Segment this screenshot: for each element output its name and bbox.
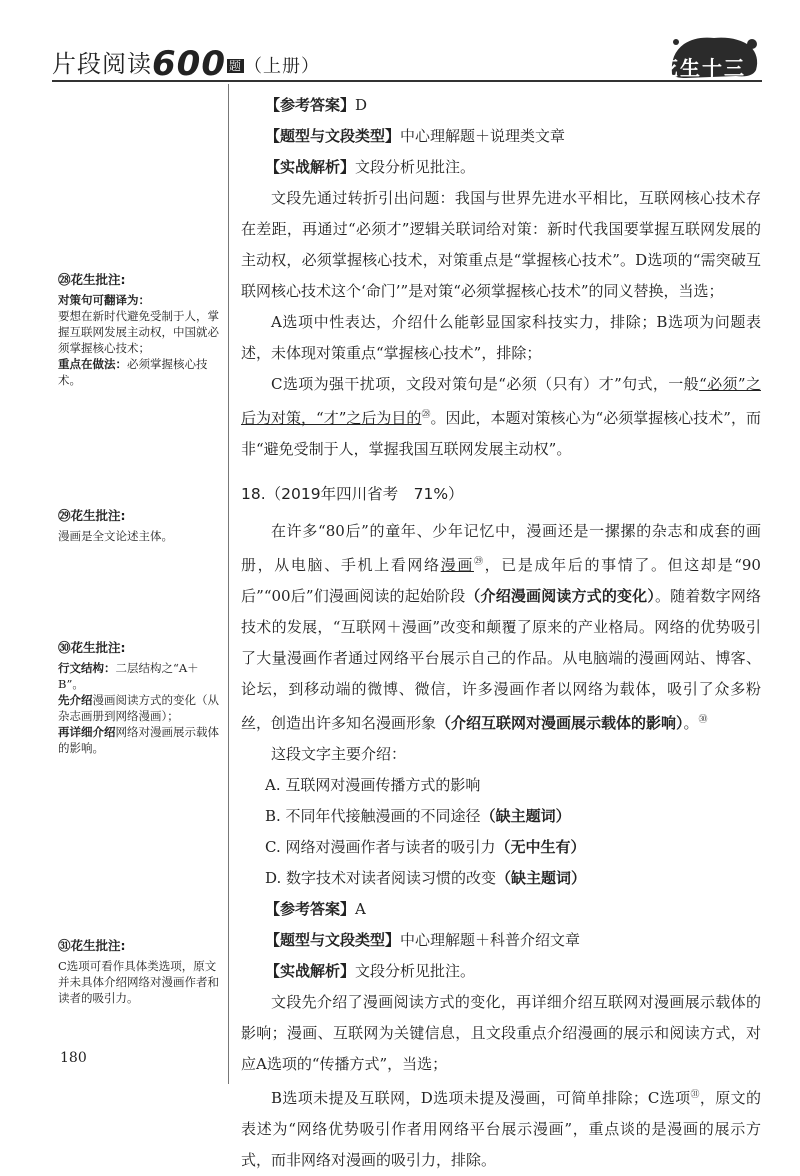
note-ref-31: ㉛	[690, 1090, 700, 1100]
q18-analysis: 【实战解析】文段分析见批注。	[265, 962, 476, 980]
q17-paragraph-3: C选项为强干扰项，文段对策句是“必须（只有）才”句式，一般“必须”之后为对策，“才”之后为目的$^㉘$。因此，本题对策核心为“必须掌握核心技术”，而非“避免受制于人，掌握我国互联网发展主动权”。	[241, 375, 761, 458]
q18-heading: 18.（2019年四川省考 71%）	[241, 485, 464, 503]
page-number: 180	[60, 1050, 87, 1066]
q18-paragraph-2: 文段先介绍了漫画阅读方式的变化，再详细介绍互联网对漫画展示载体的影响；漫画、互联网为关键信息，且文段重点介绍漫画的展示和阅读方式，对应A选项的“传播方式”，当选；	[241, 993, 761, 1073]
q18-type: 【题型与文段类型】中心理解题＋科普介绍文章	[265, 931, 581, 949]
q18-option-b: B. 不同年代接触漫画的不同途径（缺主题词）	[265, 807, 571, 825]
book-title-volume: （上册）	[244, 56, 320, 77]
note-ref-28: ㉘	[421, 410, 431, 420]
q18-option-d: D. 数字技术对读者阅读习惯的改变（缺主题词）	[265, 869, 587, 887]
book-title	[52, 44, 320, 84]
side-note-28: ㉘花生批注: 对策句可翻译为： 要想在新时代避免受制于人，掌握互联网发展主动权，中国就必须掌握核心技术； 重点在做法：必须掌握核心技术。	[58, 272, 219, 387]
q17-paragraph-2: A选项中性表达，介绍什么能彰显国家科技实力，排除；B选项为问题表述，未体现对策重点“掌握核心技术”，排除；	[241, 313, 761, 362]
q18-passage: 在许多“80后”的童年、少年记忆中，漫画还是一摞摞的杂志和成套的画册，从电脑、手机上看网络漫画$^㉙$，已是成年后的事情了。但这却是“90后”“00后”们漫画阅读的起始阶段（介绍漫画阅读方式的变化）。随着数字网络技术的发展，“互联网＋漫画”改变和颠覆了原来的产业格局。网络的优势吸引了大量漫画作者通过网络平台展示自己的作品。从电脑端的漫画网站、博客、论坛，到移动端的微博、微信，许多漫画作者以网络为载体，吸引了众多粉丝，创造出许多知名漫画形象（介绍互联网对漫画展示载体的影响）。$^㉚$	[241, 522, 761, 732]
book-title-prefix: 片段阅读	[52, 50, 152, 78]
q18-stem: 这段文字主要介绍：	[271, 745, 407, 763]
side-note-29: ㉙花生批注: 漫画是全文论述主体。	[58, 508, 173, 543]
q18-answer: 【参考答案】A	[265, 900, 366, 918]
column-divider	[228, 84, 229, 1084]
side-note-30: ㉚花生批注: 行文结构：二层结构之“A＋B”。 先介绍漫画阅读方式的变化（从杂志画册到网络漫画）； 再详细介绍网络对漫画展示载体的影响。	[58, 640, 219, 755]
main-column	[241, 90, 761, 1176]
q17-analysis: 【实战解析】文段分析见批注。	[265, 158, 476, 176]
q17-answer: 【参考答案】D	[265, 96, 368, 114]
note-ref-29: ㉙	[473, 557, 485, 567]
q18-option-c: C. 网络对漫画作者与读者的吸引力（无中生有）	[265, 838, 586, 856]
q18-paragraph-3: B选项未提及互联网，D选项未提及漫画，可简单排除；C选项$^㉛$，原文的表述为“网络优势吸引作者用网络平台展示漫画”，重点谈的是漫画的展示方式，而非网络对漫画的吸引力，排除。	[241, 1089, 761, 1169]
brand-logo-text: 花生十三	[658, 56, 746, 80]
q17-paragraph-1: 文段先通过转折引出问题：我国与世界先进水平相比，互联网核心技术存在差距，再通过“必须才”逻辑关联词给对策：新时代我国要掌握互联网发展的主动权，必须掌握核心技术，对策重点是“掌握核心技术”。D选项的“需突破互联网核心技术这个‘命门’”是对策“必须掌握核心技术”的同义替换，当选；	[241, 189, 761, 300]
book-title-ti: 题	[228, 59, 242, 73]
side-note-31: ㉛花生批注: C选项可看作具体类选项，原文并未具体介绍网络对漫画作者和读者的吸引力。	[58, 938, 219, 1005]
note-ref-30: ㉚	[698, 715, 708, 725]
q18-option-a: A. 互联网对漫画传播方式的影响	[265, 776, 481, 794]
book-title-number: 600	[152, 44, 226, 84]
q18-underlined-manhua: 漫画	[440, 556, 474, 574]
header-rule	[52, 80, 762, 82]
page-header	[52, 40, 762, 84]
q17-type: 【题型与文段类型】中心理解题＋说理类文章	[265, 127, 566, 145]
q17-underlined-text: “必须”之后为对策，“才”之后为目的	[241, 375, 761, 427]
